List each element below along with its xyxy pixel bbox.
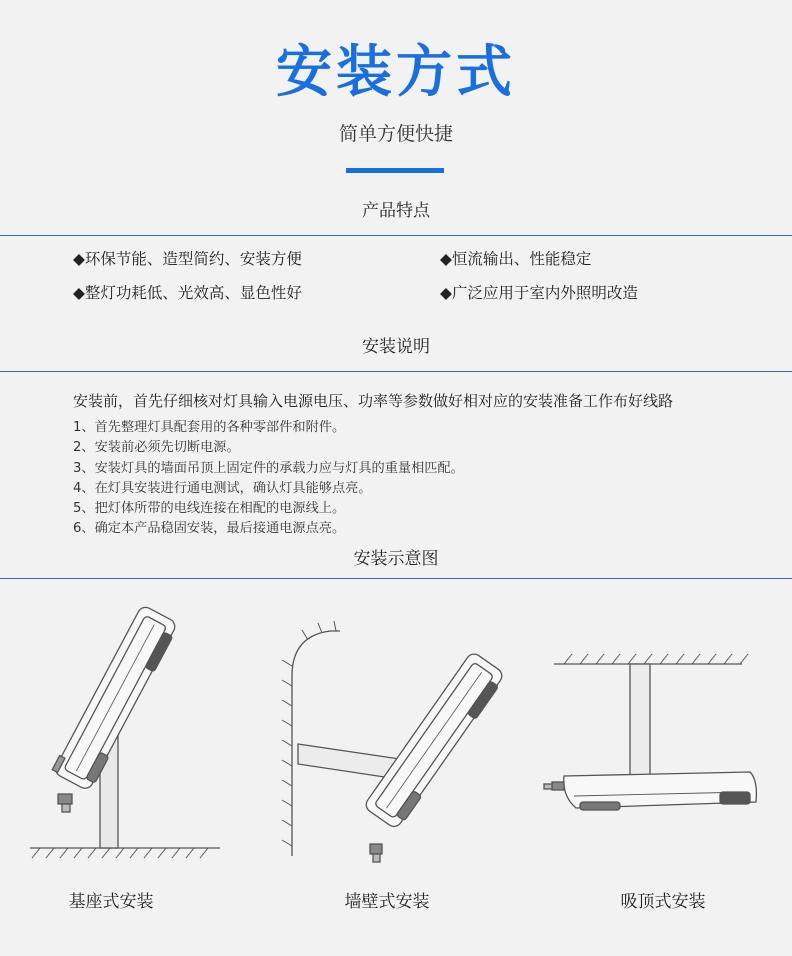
instruction-step: 3、安装灯具的墙面吊顶上固定件的承载力应与灯具的重量相匹配。 [73, 460, 464, 476]
features-divider [0, 235, 792, 236]
feature-item: ◆环保节能、造型简约、安装方便 [73, 250, 302, 268]
instruction-step: 2、安装前必须先切断电源。 [73, 440, 240, 456]
instruction-step: 6、确定本产品稳固安装，最后接通电源点亮。 [73, 521, 346, 537]
features-heading: 产品特点 [362, 201, 430, 221]
diagram-caption: 基座式安装 [68, 892, 154, 912]
instructions-lead: 安装前，首先仔细核对灯具输入电源电压、功率等参数做好相对应的安装准备工作布好线路 [73, 392, 674, 410]
floodlight-wall-mount-icon [270, 596, 530, 876]
diagram-caption: 墙壁式安装 [344, 892, 430, 912]
feature-item: ◆恒流输出、性能稳定 [440, 250, 592, 268]
diagram-caption: 吸顶式安装 [620, 892, 706, 912]
page-subtitle: 简单方便快捷 [338, 123, 453, 145]
title-underline [346, 168, 444, 173]
diagrams-heading: 安装示意图 [353, 549, 439, 569]
floodlight-ceiling-mount-icon [520, 596, 780, 876]
instruction-step: 5、把灯体所带的电线连接在相配的电源线上。 [73, 501, 346, 517]
instruction-steps [73, 418, 464, 540]
feature-item: ◆整灯功耗低、光效高、显色性好 [73, 284, 302, 302]
page-title: 安装方式 [276, 40, 516, 105]
instructions-heading: 安装说明 [362, 337, 430, 357]
instruction-step: 4、在灯具安装进行通电测试，确认灯具能够点亮。 [73, 480, 372, 496]
instruction-step: 1、首先整理灯具配套用的各种零部件和附件。 [73, 420, 346, 435]
feature-item: ◆广泛应用于室内外照明改造 [440, 284, 638, 302]
floodlight-base-mount-icon [20, 596, 280, 876]
instructions-divider [0, 371, 792, 372]
diagrams-divider [0, 578, 792, 579]
